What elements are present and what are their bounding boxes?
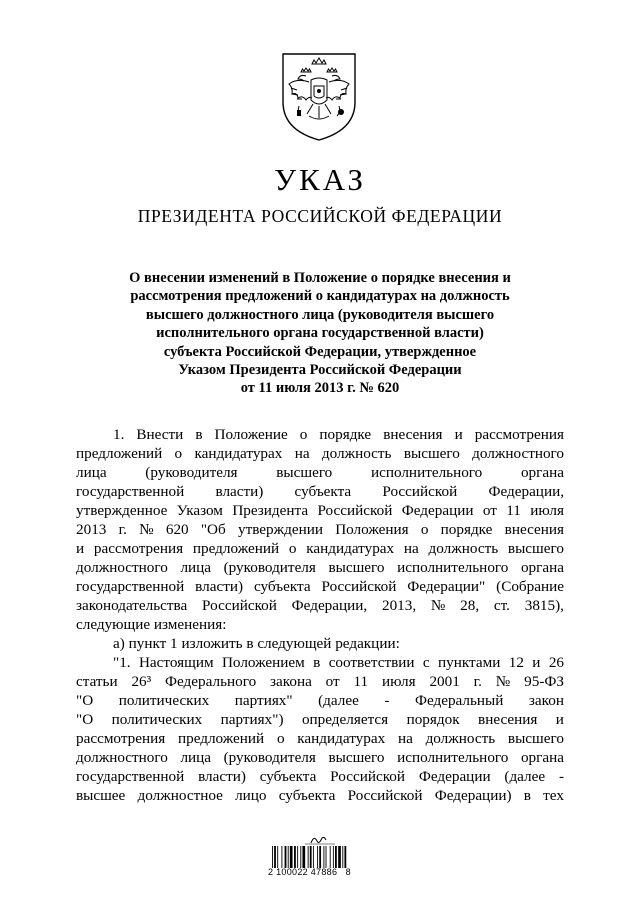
body-word: и	[555, 711, 564, 728]
body-line-text: а) пункт 1 изложить в следующей редакции:	[113, 635, 400, 652]
body-word: 3815),	[524, 597, 564, 614]
body-line	[76, 634, 564, 653]
barcode-bar	[297, 846, 298, 868]
body-word: пунктами	[438, 654, 501, 671]
body-word: Федерации,	[488, 483, 564, 500]
body-word: политических	[111, 711, 203, 728]
body-word: 1.	[113, 426, 125, 443]
decree-body-text	[76, 425, 564, 805]
body-word: в	[313, 654, 321, 671]
body-word: соответствии	[328, 654, 415, 671]
body-word: и	[454, 426, 463, 443]
body-line-text: следующие изменения:	[76, 616, 227, 633]
body-word: 26³	[131, 673, 152, 690]
body-line	[76, 444, 564, 463]
body-word: законодательства	[76, 597, 188, 614]
heading-line: рассмотрения предложений о кандидатурах на должность	[130, 288, 510, 305]
body-word: Положение	[214, 426, 288, 443]
barcode-bar	[277, 846, 278, 868]
body-word: субъекта	[253, 578, 311, 595]
body-word: Федеральный	[414, 692, 504, 709]
barcode-bar	[317, 846, 318, 868]
body-word: Российской	[202, 597, 277, 614]
body-word: кандидатурах	[297, 730, 386, 747]
body-word: Российской	[330, 768, 406, 785]
body-line	[76, 520, 564, 539]
signature-mark	[275, 834, 365, 846]
body-word: государственной	[76, 768, 185, 785]
body-word: на	[403, 540, 419, 557]
body-word: лица	[180, 559, 212, 576]
body-line	[76, 786, 564, 805]
body-word: порядок	[406, 711, 460, 728]
barcode-bar	[288, 846, 289, 868]
body-word: лицо	[235, 787, 267, 804]
body-word: и	[532, 654, 541, 671]
document-title: УКАЗ	[274, 162, 366, 197]
body-word: 95-ФЗ	[524, 673, 564, 690]
body-word: предложений	[192, 540, 280, 557]
body-word: власти)	[198, 768, 246, 785]
body-word: порядке	[440, 521, 493, 538]
body-word: "О	[76, 711, 94, 728]
body-word: рассмотрения	[474, 426, 564, 443]
body-word: власти)	[195, 578, 244, 595]
barcode-bar	[274, 846, 276, 868]
body-word: утверждении	[237, 521, 323, 538]
body-word: 2001	[429, 673, 460, 690]
body-word: порядке	[319, 426, 372, 443]
body-line	[76, 691, 564, 710]
body-word: рассмотрения	[76, 730, 166, 747]
body-word: о	[299, 426, 308, 443]
barcode	[272, 846, 366, 868]
body-word: о	[288, 540, 297, 557]
heading-line: Указом Президента Российской Федерации	[178, 362, 462, 379]
body-word: государственной	[76, 578, 185, 595]
body-word: Внести	[136, 426, 184, 443]
body-word: №	[495, 673, 511, 690]
body-word: государственной	[76, 483, 185, 500]
body-word: Федерации)	[434, 787, 512, 804]
decree-heading	[96, 269, 544, 398]
body-word: субъекта	[294, 483, 352, 500]
body-word: Положением	[221, 654, 305, 671]
body-word: внесения	[478, 711, 538, 728]
body-word: (Собрание	[496, 578, 564, 595]
body-word: 2013	[76, 521, 107, 538]
body-word: и	[76, 540, 85, 557]
body-word: субъекта	[259, 768, 317, 785]
body-line	[76, 653, 564, 672]
body-word: органа	[520, 559, 564, 576]
document-subtitle: ПРЕЗИДЕНТА РОССИЙСКОЙ ФЕДЕРАЦИИ	[137, 206, 503, 226]
body-word: органа	[520, 464, 564, 481]
barcode-bar	[310, 846, 312, 868]
barcode-bar	[308, 846, 309, 868]
body-word: июля	[530, 502, 564, 519]
body-word: Российской	[382, 483, 458, 500]
body-word: должностного	[76, 559, 168, 576]
body-line	[76, 767, 564, 786]
body-word: высшее	[76, 787, 126, 804]
body-word: (далее	[318, 692, 359, 709]
barcode-bar	[300, 846, 301, 868]
body-word: высшего	[507, 540, 564, 557]
body-word: о	[276, 730, 285, 747]
body-word: №	[430, 597, 446, 614]
heading-line: высшего должностного лица (руководителя высшего	[145, 306, 495, 323]
body-word: высшего	[328, 559, 385, 576]
body-word: тех	[543, 787, 564, 804]
body-line	[76, 748, 564, 767]
barcode-bar	[294, 846, 296, 868]
body-word: должностного	[472, 445, 564, 462]
body-line	[76, 463, 564, 482]
body-word: исполнительного	[397, 559, 509, 576]
barcode-bar	[326, 846, 327, 868]
body-word: г.	[473, 673, 482, 690]
barcode-number: 2 100022 47886 8	[268, 867, 351, 877]
body-word: закон	[528, 692, 564, 709]
body-word: кандидатурах	[194, 445, 283, 462]
body-line	[76, 596, 564, 615]
barcode-bar	[281, 846, 282, 868]
body-word: г.	[118, 521, 127, 538]
body-word: власти)	[215, 483, 264, 500]
body-word: (руководителя	[223, 559, 316, 576]
body-word: 11	[353, 673, 369, 690]
body-word: внесения	[383, 426, 443, 443]
body-word: должность	[425, 730, 496, 747]
body-word: предложений	[177, 730, 265, 747]
body-word: от	[482, 502, 497, 519]
barcode-bar	[302, 846, 305, 868]
body-word: высшего	[276, 464, 333, 481]
body-word: рассмотрения	[93, 540, 184, 557]
body-line	[76, 558, 564, 577]
body-word: о	[420, 521, 429, 538]
body-word: Российской	[321, 578, 397, 595]
body-word: Федерального	[165, 673, 257, 690]
body-word: Федерации	[418, 768, 491, 785]
body-word: Положения	[335, 521, 409, 538]
body-word: высшего	[507, 730, 564, 747]
body-word: предложений	[76, 445, 163, 462]
body-word: Настоящим	[138, 654, 214, 671]
body-word: 28,	[460, 597, 480, 614]
body-word: Российской	[317, 502, 393, 519]
body-line	[76, 501, 564, 520]
barcode-bar	[319, 846, 321, 868]
body-word: -	[558, 768, 564, 785]
body-word: Федерации"	[407, 578, 486, 595]
body-word: статьи	[76, 673, 118, 690]
body-word: ст.	[493, 597, 510, 614]
body-word: "Об	[200, 521, 226, 538]
body-word: (руководителя	[223, 749, 316, 766]
body-word: 620	[165, 521, 189, 538]
body-word: на	[294, 445, 310, 462]
body-word: -	[384, 692, 390, 709]
barcode-bar	[333, 846, 334, 868]
body-word: внесения	[504, 521, 564, 538]
heading-line: исполнительного органа государственной власти)	[156, 325, 484, 342]
body-line	[76, 425, 564, 444]
barcode-bar	[344, 846, 346, 868]
body-word: политических	[118, 692, 210, 709]
body-line	[76, 729, 564, 748]
body-word: закона	[270, 673, 312, 690]
heading-line: субъекта Российской Федерации, утвержденное	[163, 343, 477, 360]
barcode-bar	[335, 846, 337, 868]
body-word: субъекта	[278, 787, 336, 804]
body-word: Федерации	[401, 502, 474, 519]
body-word: №	[139, 521, 154, 538]
heading-line: от 11 июля 2013 г. № 620	[240, 380, 400, 397]
body-line	[76, 615, 564, 634]
body-line	[76, 539, 564, 558]
barcode-bar	[272, 846, 273, 868]
body-line	[76, 710, 564, 729]
barcode-bar	[323, 846, 324, 868]
body-word: партиях")	[220, 711, 284, 728]
body-word: июля	[381, 673, 416, 690]
body-word: высшего	[403, 445, 460, 462]
barcode-bar	[330, 846, 331, 868]
heading-line: О внесении изменений в Положение о порядке внесения и	[129, 270, 511, 286]
body-word: Федерации,	[291, 597, 368, 614]
body-word: высшего	[328, 749, 385, 766]
body-word: лица	[76, 464, 107, 481]
body-word: исполнительного	[370, 464, 483, 481]
body-line	[76, 577, 564, 596]
body-line	[76, 482, 564, 501]
body-word: 2013,	[381, 597, 417, 614]
body-word: о	[174, 445, 183, 462]
body-word: 11	[506, 502, 521, 519]
body-word: должностного	[76, 749, 168, 766]
barcode-bar	[313, 846, 314, 868]
body-word: на	[397, 730, 413, 747]
body-word: с	[422, 654, 430, 671]
body-word: в	[523, 787, 531, 804]
body-word: должностное	[137, 787, 223, 804]
coat-of-arms-emblem	[279, 50, 359, 142]
body-line	[76, 672, 564, 691]
body-word: лица	[180, 749, 212, 766]
body-word: утвержденное	[76, 502, 168, 519]
body-word: Российской	[347, 787, 423, 804]
barcode-bar	[338, 846, 341, 868]
body-word: исполнительного	[397, 749, 509, 766]
body-word: (руководителя	[145, 464, 238, 481]
body-word: органа	[520, 749, 564, 766]
body-word: Президента	[232, 502, 309, 519]
body-word: должность	[428, 540, 499, 557]
body-word: кандидатурах	[306, 540, 395, 557]
body-word: "1.	[113, 654, 131, 671]
body-word: должность	[321, 445, 392, 462]
body-word: "О	[76, 692, 94, 709]
barcode-bar	[342, 846, 343, 868]
body-word: Указом	[176, 502, 223, 519]
barcode-bar	[285, 846, 287, 868]
body-word: от	[325, 673, 340, 690]
body-word: в	[195, 426, 203, 443]
body-word: 26	[548, 654, 564, 671]
body-word: определяется	[301, 711, 389, 728]
body-word: (далее	[504, 768, 546, 785]
body-word: 12	[508, 654, 524, 671]
barcode-bar	[290, 846, 293, 868]
body-word: партиях"	[234, 692, 293, 709]
